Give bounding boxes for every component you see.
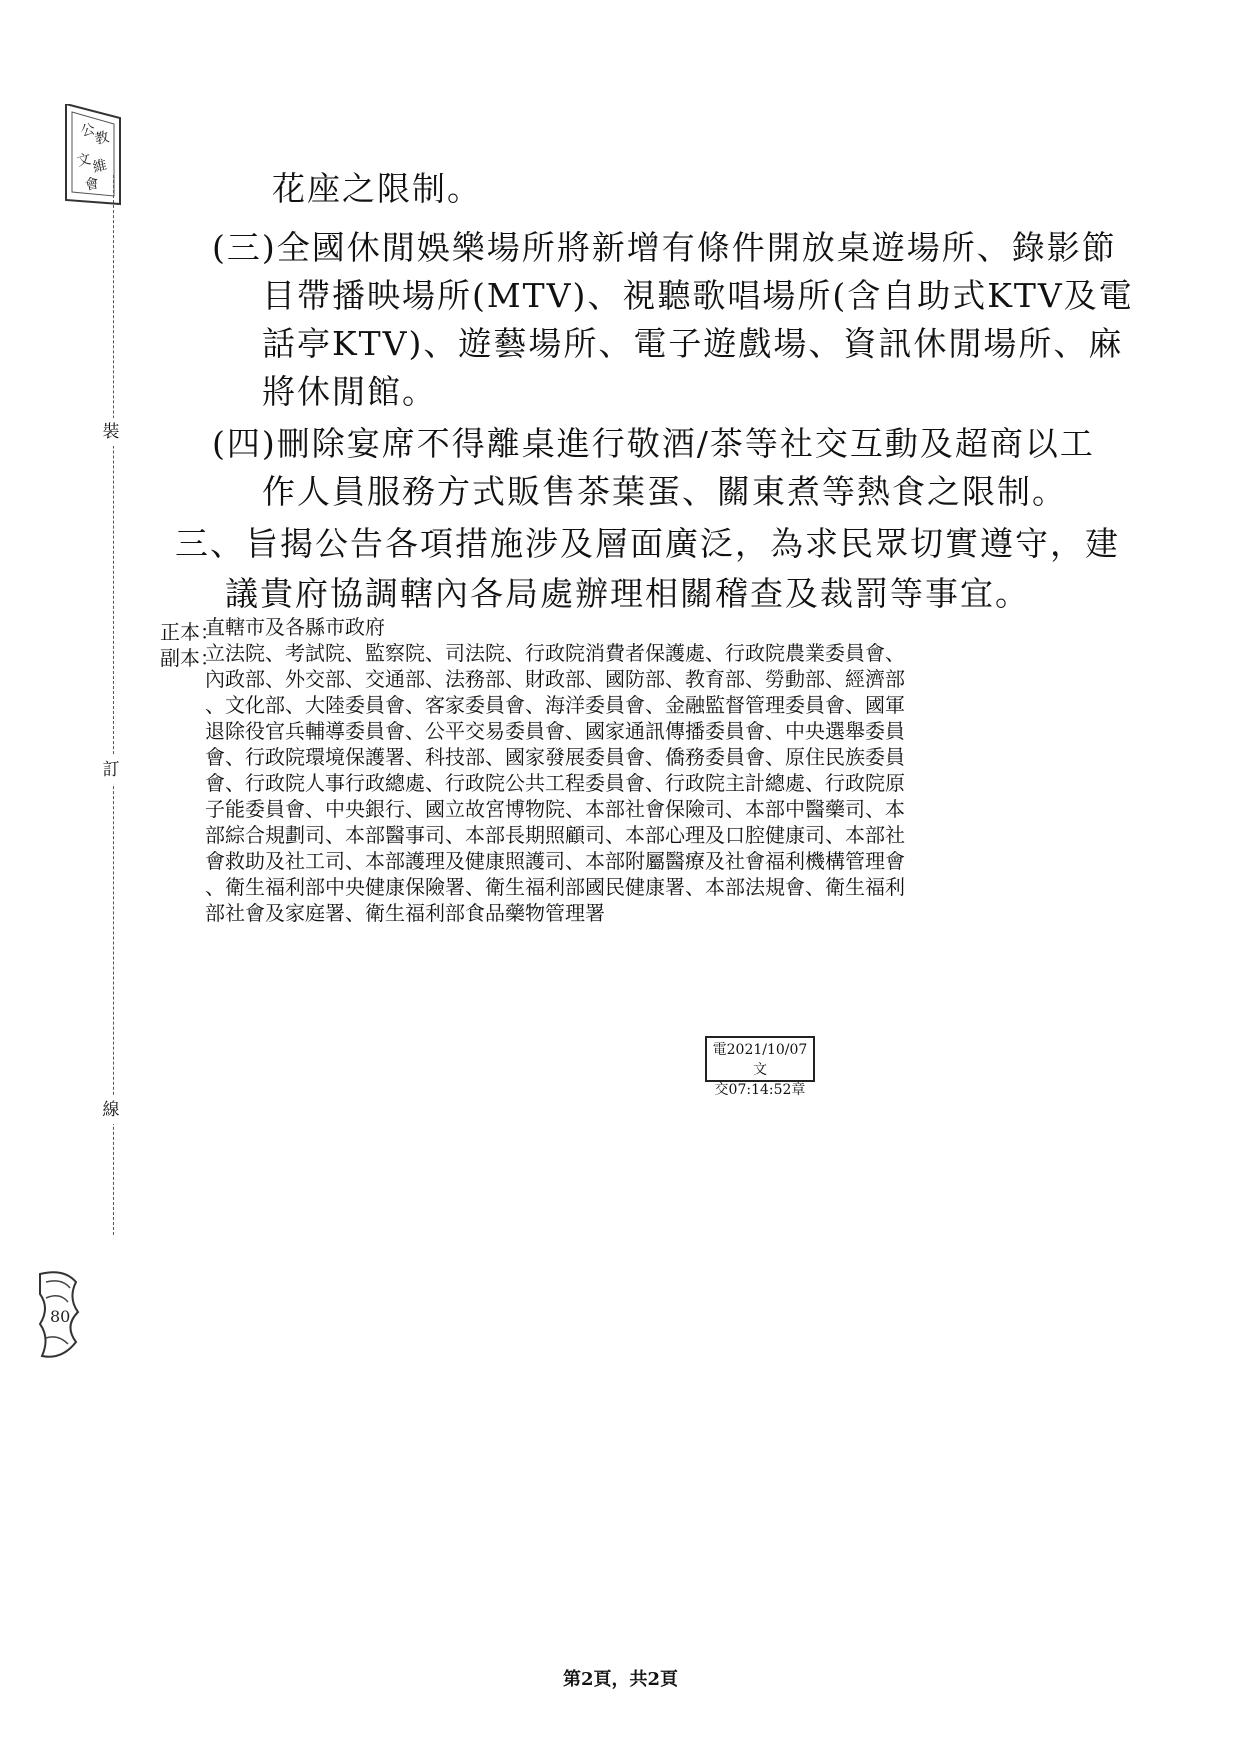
copy-recipient-line: 會、行政院環境保護署、科技部、國家發展委員會、僑務委員會、原住民族委員: [205, 745, 905, 769]
section-3-line-2: 議貴府協調轄內各局處辦理相關稽查及裁罰等事宜。: [225, 574, 1030, 613]
copy-recipient-line: 會救助及社工司、本部護理及健康照護司、本部附屬醫療及社會福利機構管理會: [205, 849, 905, 873]
svg-text:教: 教: [93, 129, 111, 148]
copy-recipient-line: 內政部、外交部、交通部、法務部、財政部、國防部、教育部、勞動部、經濟部: [205, 667, 905, 691]
item-4-line-2: 作人員服務方式販售茶葉蛋、關東煮等熱食之限制。: [262, 472, 1067, 511]
paragraph-continuation: 花座之限制。: [272, 169, 482, 208]
section-3-line-1: 三、旨揭公告各項措施涉及層面廣泛，為求民眾切實遵守，建: [175, 524, 1120, 563]
svg-text:會: 會: [83, 175, 101, 194]
svg-text:文: 文: [75, 151, 93, 170]
item-3-line-4: 將休閒館。: [262, 372, 437, 411]
timestamp-time: 交07:14:52章: [714, 1082, 806, 1098]
dispatch-timestamp-stamp: [705, 1036, 815, 1098]
item-3-line-1: (三)全國休閒娛樂場所將新增有條件開放桌遊場所、錄影節: [212, 228, 1117, 267]
copy-recipient-label: 副本：: [160, 646, 220, 670]
svg-text:維: 維: [91, 157, 109, 176]
main-recipient-label: 正本：: [160, 620, 220, 644]
timestamp-date: 電2021/10/07文: [712, 1042, 808, 1078]
binding-mark-xian: 線: [97, 1096, 125, 1124]
copy-recipient-line: 會、行政院人事行政總處、行政院公共工程委員會、行政院主計總處、行政院原: [205, 771, 905, 795]
copy-recipient-line: 立法院、考試院、監察院、司法院、行政院消費者保護處、行政院農業委員會、: [205, 641, 905, 665]
copy-recipient-line: 部社會及家庭署、衛生福利部食品藥物管理署: [205, 901, 605, 925]
svg-text:80: 80: [50, 1307, 71, 1326]
copy-recipient-line: 部綜合規劃司、本部醫事司、本部長期照顧司、本部心理及口腔健康司、本部社: [205, 823, 905, 847]
binding-line: [113, 175, 114, 1235]
item-3-line-2: 目帶播映場所(MTV)、視聽歌唱場所(含自助式KTV及電: [262, 276, 1134, 315]
copy-recipient-line: 、衛生福利部中央健康保險署、衛生福利部國民健康署、本部法規會、衛生福利: [205, 875, 905, 899]
binding-mark-zhuang: 裝: [97, 418, 125, 446]
main-recipient-value: 直轄市及各縣市政府: [205, 615, 385, 639]
item-4-line-1: (四)刪除宴席不得離桌進行敬酒/茶等社交互動及超商以工: [212, 424, 1095, 463]
page-number-footer: 第2頁，共2頁: [562, 1669, 679, 1690]
item-3-line-3: 話亭KTV)、遊藝場所、電子遊戲場、資訊休閒場所、麻: [262, 324, 1124, 363]
copy-recipient-line: 子能委員會、中央銀行、國立故宮博物院、本部社會保險司、本部中醫藥司、本: [205, 797, 905, 821]
binding-mark-ding: 訂: [97, 756, 125, 784]
svg-text:公: 公: [79, 121, 97, 140]
official-seal-bottom: [34, 1268, 82, 1364]
official-seal-top: [58, 104, 128, 214]
copy-recipient-line: 、文化部、大陸委員會、客家委員會、海洋委員會、金融監督管理委員會、國軍: [205, 693, 905, 717]
copy-recipient-line: 退除役官兵輔導委員會、公平交易委員會、國家通訊傳播委員會、中央選舉委員: [205, 719, 905, 743]
